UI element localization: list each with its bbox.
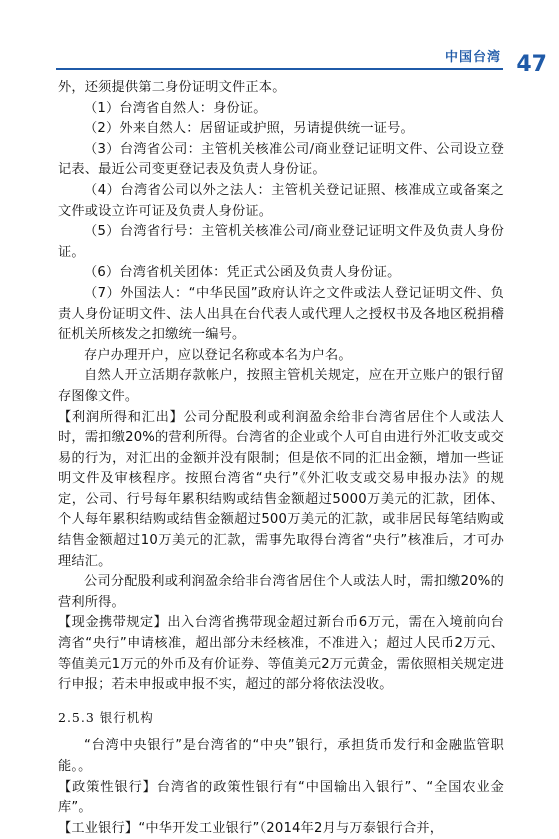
list-item: （1）台湾省自然人：身份证。 [84,100,267,116]
paragraph: 存户办理开户，应以登记名称或本名为户名。 [84,347,352,363]
list-item: （4）台湾省公司以外之法人：主管机关登记证照、核准成立或备案之文件或设立许可证及负责人身份证。 [58,182,504,219]
list-item: （2）外来自然人：居留证或护照，另请提供统一证号。 [84,121,414,137]
paragraph: “台湾中央银行”是台湾省的“中央”银行，承担货币发行和金融监管职能。。 [58,738,504,774]
page-number: 47 [516,52,547,77]
term-paragraph-profit [58,408,504,573]
term-label: 【工业银行】 [58,820,139,836]
list-item: （3）台湾省公司：主管机关核准公司/商业登记证明文件、公司设立登记表、最近公司变更登记表及负责人身份证。 [58,141,504,178]
term-text: 台湾省的政策性银行有“中国输出入银行”、“全国农业金库”。 [58,779,504,816]
page-body [58,78,504,839]
term-text: 公司分配股利或利润盈余给非台湾省居住个人或法人时，需扣缴20%的营利所得。台湾省的企业或个人可自由进行外汇收支或交易的行为，对汇出的金额并没有限制；但是依不同的汇出金额，增加一些证明文件及审核程序。按照台湾省“央行”《外汇收支或交易申报办法》的规定，公司、行号每年累积结购或结售金额超过5000万美元的汇款，团体、个人每年累积结购或结售金额超过500万美元的汇款，或非居民每笔结购或结售金额超过10万美元的汇款，需事先取得台湾省“央行”核准后，才可办理结汇。 [58,409,504,569]
page-header [0,0,559,84]
term-text: 出入台湾省携带现金超过新台币6万元，需在入境前向台湾省“央行”申请核准，超出部分未经核准，不准进入；超过人民币2万元、等值美元1万元的外币及有价证券、等值美元2万元黄金，需依照相关规定进行申报；若未申报或申报不实，超过的部分将依法没收。 [58,615,504,693]
term-label: 【政策性银行】 [58,779,157,795]
term-paragraph-policy-bank [58,778,504,819]
term-label: 【现金携带规定】 [58,615,168,631]
term-paragraph-cash [58,613,504,695]
list-item: （6）台湾省机关团体：凭正式公函及负责人身份证。 [84,265,401,281]
list-item: （7）外国法人：“中华民国”政府认许之文件或法人登记证明文件、负责人身份证明文件、法人出具在台代表人或代理人之授权书及各地区税捐稽征机关所核发之扣缴统一编号。 [58,285,504,343]
term-text: “中华开发工业银行”（2014年2月与万泰银行合并， [138,820,444,836]
paragraph: 自然人开立活期存款帐户，按照主管机关规定，应在开立账户的银行留存图像文件。 [58,368,504,404]
section-heading: 2.5.3 银行机构 [58,709,154,725]
header-rule [56,68,503,70]
running-header-title: 中国台湾 [444,50,501,65]
term-label: 【利润所得和汇出】 [58,409,184,425]
paragraph: 外，还须提供第二身份证明文件正本。 [58,80,286,95]
term-paragraph-industrial-bank [58,819,504,839]
list-item: （5）台湾省行号：主管机关核准公司/商业登记证明文件及负责人身份证。 [58,224,504,260]
paragraph: 公司分配股利或利润盈余给非台湾省居住个人或法人时，需扣缴20%的营利所得。 [58,574,504,610]
